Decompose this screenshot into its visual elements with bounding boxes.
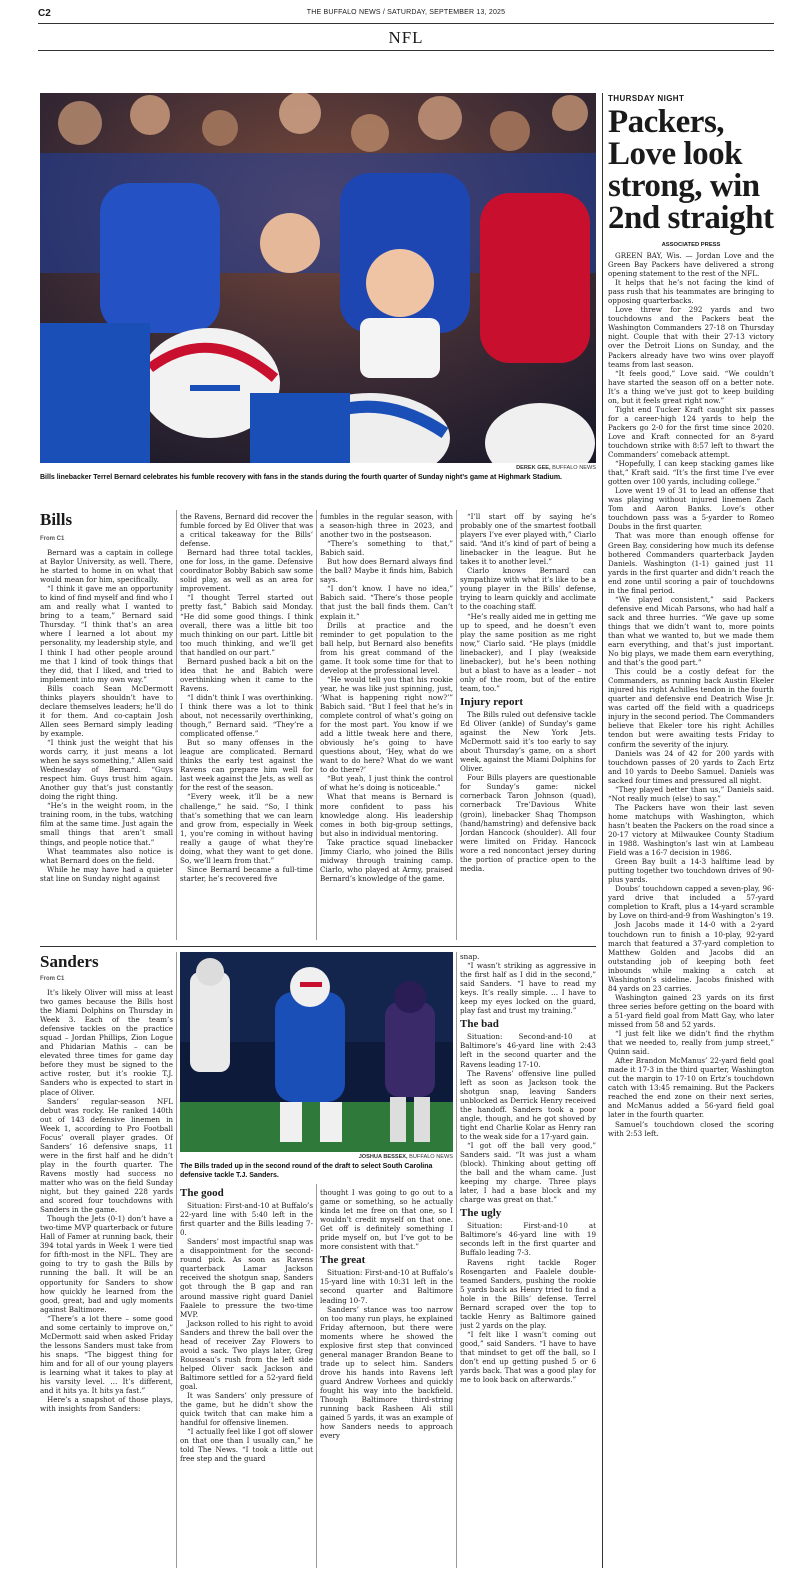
column-divider xyxy=(316,510,317,940)
sidebar-kicker: THURSDAY NIGHT xyxy=(608,94,685,103)
bills-celebration-photo xyxy=(40,93,596,463)
bills-column-2: the Ravens, Bernard did recover the fumble forced by Ed Oliver that was a critical takeaway for the Bills’ defense. Bernard had three total tackles, one for loss, in the game. Defensive coordinator Bobby Babich saw some solid play, as well as an area for improvement. “I thought Terrel started out pretty fast,” Babich said Monday. “He did some good things. I think overall, there was a little bit too much thinking on our part. Little bit too much thinking, and we’ll get that handled on our part.” Bernard pushed back a bit on the idea that he and Babich were overthinking when it came to the Ravens. “I didn’t think I was overthinking. I think there was a lot to think about, not necessarily overthinking, though,” Bernard said. “They’re a complicated offense.” But so many offenses in the league are complicated. Bernard thinks the early test against the Ravens can prepare him well for last week against the Jets, as well as for the rest of the season. “Every week, it’ll be a new challenge,” he said. “So, I think that’s something that we can learn and grow from, especially in Week 1, you’re coming in without having really a gauge of what they’re doing, what they want to get done. So, we’ll learn from that.” Since Bernard became a full-time starter, he’s recovered five xyxy=(180,512,313,883)
section-rule xyxy=(38,50,774,51)
photo-caption: Bills linebacker Terrel Bernard celebrates his fumble recovery with fans in the stands during the fourth quarter of Sunday night’s game at Highmark Stadium. xyxy=(40,474,563,481)
column-divider xyxy=(176,952,177,1568)
masthead xyxy=(38,4,774,24)
dateline: THE BUFFALO NEWS / SATURDAY, SEPTEMBER 13, 2025 xyxy=(306,9,506,16)
sanders-column-3: thought I was going to go out to a game or something, so he actually kinda let me free on that one, so I wouldn’t credit myself on that one. Get off is definitely something I pride myself on, but I’ve got to be more consistent with that.” The great Situation: First-and-10 at Buffalo’s 15-yard line with 10:31 left in the second quarter and Baltimore leading 10-7. Sanders’ stance was too narrow on too many run plays, he explained Friday afternoon, but there were moments where he showed the explosive first step that convinced general manager Brandon Beane to trade up to select him. Sanders drove his hands into Ravens left guard Andrew Vorhees and quickly fought his way into the backfield. Though Baltimore third-string running back Rasheen Ali still gained 5 yards, it was an example of how Sanders needs to approach every xyxy=(320,1188,453,1441)
the-ugly-subhead: The ugly xyxy=(460,1207,502,1220)
column-divider xyxy=(316,1184,317,1568)
bills-headline: Bills xyxy=(40,510,73,529)
column-divider xyxy=(176,510,177,940)
bills-column-1: Bernard was a captain in college at Baylor University, as well. There, he started to home in on what that would mean for him, specifically. “I think it gave me an opportunity to kind of find myself and find who I am and really what I wanted to bring to a team,” Bernard said Thursday. “I think that’s an area where I learned a lot about my personality, my leadership style, and I think I had other people around me that I kind of took things that they did, that I liked, and tried to implement into my own way.” Bills coach Sean McDermott thinks players shouldn’t have to declare themselves leaders; he’ll do it for them. And co-captain Josh Allen sees Bernard simply leading by example. “I think just the weight that his words carry, it just means a lot when he says something,” Allen said Wednesday of Bernard. “Guys respect him. Guys trust him again. Another guy that’s just constantly doing the right thing. “He’s in the weight room, in the training room, in the tubs, watching film at the same time. Just again the small things that aren’t small things, and people notice that.” What teammates also notice is what Bernard does on the field. While he may have had a quieter stat line on Sunday night against xyxy=(40,548,173,883)
the-bad-subhead: The bad xyxy=(460,1018,499,1031)
sanders-column-4: snap. “I wasn’t striking as aggressive in the first half as I did in the second,” said Sanders. “I have to read my keys. It’s really simple. … I have to keep my eyes locked on the guard, play fast and trust my training.” The bad Situation: Second-and-10 at Baltimore’s 46-yard line with 2:43 left in the second quarter and the Ravens leading 17-10. The Ravens’ offensive line pulled left as soon as Jackson took the shotgun snap, leaving Sanders unblocked as Derrick Henry received the handoff. Sanders took a poor angle, though, and he got shoved by tight end Charlie Kolar as Henry ran to the weak side for a 17-yard gain. “I got off the ball very good,” Sanders said. “It was just a wham (block). Thinking about getting off the ball and the wham came. Just keeping my charge. Three plays later, I had a base block and my charge was great on that.” The ugly Situation: First-and-10 at Baltimore’s 46-yard line with 19 seconds left in the first quarter and Buffalo leading 7-3. Ravens right tackle Roger Rosengarten and Faalele double-teamed Sanders, pushing the rookie 5 yards back as Henry tried to find a hole in the Bills’ defense. Terrel Bernard scraped over the top to tackle Henry as Baltimore gained just 2 yards on the play. “I felt like I wasn’t coming out good,” said Sanders. “I have to have that mindset to get off the ball, so I don’t end up getting pushed 5 or 6 yards back. That was a good play for me to look back on afterwards.” xyxy=(460,952,596,1385)
injury-report-subhead: Injury report xyxy=(460,695,524,708)
sanders-photo xyxy=(180,952,453,1152)
sanders-column-2: The good Situation: First-and-10 at Buffalo’s 22-yard line with 5:40 left in the first quarter and the Bills leading 7-0. Sanders’ most impactful snap was a disappointment for the second-round pick. As soon as Ravens quarterback Lamar Jackson received the shotgun snap, Sanders got through the B gap and ran around massive right guard Daniel Faalele to pressure the two-time MVP. Jackson rolled to his right to avoid Sanders and threw the ball over the head of receiver Zay Flowers to avoid a sack. Two plays later, Greg Rousseau’s rush from the left side helped Oliver sack Jackson and Baltimore settled for a 52-yard field goal. It was Sanders’ only pressure of the game, but he didn’t show the quick twitch that can make him a handful for offensive linemen. “I actually feel like I got off slower on that one than I usually can,” he told The News. “I took a little out free step and the guard xyxy=(180,1187,313,1464)
the-great-subhead: The great xyxy=(320,1254,366,1267)
sanders-photo-caption: The Bills traded up in the second round of the draft to select South Carolina defensive tackle T.J. Sanders. xyxy=(180,1163,433,1179)
sanders-jump-line: From C1 xyxy=(40,976,65,982)
bills-celebration-image xyxy=(40,93,596,463)
sanders-image xyxy=(180,952,453,1152)
photo-credit: DEREK GEE, BUFFALO NEWS xyxy=(516,465,596,471)
sidebar-divider xyxy=(602,93,603,1568)
bills-jump-line: From C1 xyxy=(40,536,65,542)
bills-column-3: fumbles in the regular season, with a season-high three in 2023, and another two in the postseason. “There’s something to that,” Babich said. But how does Bernard always find the ball? Maybe it finds him, Babich says. “I don’t know. I have no idea,” Babich said. “There’s those people that just the ball finds them. Can’t explain it.” Drills at practice and the reminder to get population to the ball help, but Bernard also benefits from his great command of the game. It took some time for that to develop at the professional level. “He would tell you that his rookie year, he was like just spinning, just, ‘What is happening right now?’” Babich said. “But I feel that he’s in complete control of what’s going on for the most part. You know if we add a little tweak here and there, obviously he’s going to have questions about, ‘Hey, what do we want to do here? What do we want to do there?’ “But yeah, I just think the control of what he’s doing is noticeable.” What that means is Bernard is more confident to pass his knowledge along. His leadership comes in both big-group settings, but also in individual mentoring. Take practice squad linebacker Jimmy Ciarlo, who joined the Bills midway through training camp. Ciarlo, who played at Army, praised Bernard’s knowledge of the game. xyxy=(320,512,453,883)
column-divider xyxy=(456,510,457,940)
sidebar-byline: ASSOCIATED PRESS xyxy=(661,242,721,248)
section-label: NFL xyxy=(388,28,424,47)
column-divider xyxy=(456,952,457,1568)
sidebar-headline: Packers, Love look strong, win 2nd straight xyxy=(608,104,774,236)
bills-column-4: “I’ll start off by saying he’s probably one of the smartest football players I’ve ever played with,” Ciarlo said. “And it’s kind of part of being a linebacker in the league. But he takes it to another level.” Ciarlo knows Bernard can sympathize with what it’s like to be a young player in the Bills’ defense, trying to learn quickly and acclimate to the coaching staff. “He’s really aided me in getting me up to speed, and he doesn’t even play the same position as me right now,” Ciarlo said. “He plays (middle linebacker), and I play (weakside linebacker), but he’s been nothing but a blast to have as a leader – not only of the room, but of the entire team, too.” Injury report The Bills ruled out defensive tackle Ed Oliver (ankle) of Sunday’s game against the New York Jets. McDermott said it’s too early to say about Thursday’s game, on a short week, against the Miami Dolphins for Oliver. Four Bills players are questionable for Sunday’s game: nickel cornerback Taron Johnson (quad), cornerback Tre’Davious White (groin), linebacker Shaq Thompson (hand/hamstring) and defensive back Jordan Hancock (shoulder). All four were limited on Friday. Hancock wore a red noncontact jersey during the portion of practice open to the media. xyxy=(460,512,596,873)
the-good-subhead: The good xyxy=(180,1187,224,1199)
sanders-photo-credit: JOSHUA BESSEX, BUFFALO NEWS xyxy=(358,1154,453,1160)
page-number: C2 xyxy=(38,8,51,19)
sanders-headline: Sanders xyxy=(40,952,99,971)
story-divider xyxy=(40,946,596,947)
sidebar-body: GREEN BAY, Wis. — Jordan Love and the Green Bay Packers have delivered a strong opening statement to the rest of the NFL. It helps that he’s not facing the kind of pass rush that his teammates are bringing to opposing quarterbacks. Love threw for 292 yards and two touchdowns and the Packers beat the Washington Commanders 27-18 on Thursday night. Couple that with their 27-13 victory over the Detroit Lions on Sunday, and the Packers already have two wins over playoff teams from last season. “It feels good,” Love said. “We couldn’t have started the season off on a better note. It’s a thing we’ve just got to keep building on, but it feels great right now.” Tight end Tucker Kraft caught six passes for a career-high 124 yards to help the Packers go 2-0 for the first time since 2020. Love and Kraft connected for an 8-yard touchdown strike with 8:57 left to thwart the Commanders’ comeback attempt. “Hopefully, I can keep stacking games like that,” Kraft said. “It’s the first time I’ve ever gotten over 100 yards, including college.” Love went 19 of 31 to lead an offense that was playing without injured linemen Zach Tom and Aaron Banks. Love’s other touchdown pass was a 5-yarder to Romeo Doubs in the first quarter. That was more than enough offense for Green Bay, considering how much its defense bothered Commanders quarterback Jayden Daniels. Washington (1-1) gained just 11 yards in the first quarter and didn’t reach the end zone until scoring a pair of touchdowns in the final period. “We played consistent,” said Packers defensive end Micah Parsons, who had half a sack and three hurries. “We gave up some things that we didn’t want to, more points than what we wanted to, but we made them earn everything, and that’s just important. No big plays, we made them earn everything, and that’s the good part.” This could be a costly defeat for the Commanders, as running back Austin Ekeler injured his right Achilles tendon in the fourth quarter and defensive end Deatrich Wise Jr. was carted off the field with a quadriceps injury in the second period. The Commanders believe that Ekeler tore his right Achilles tendon but were awaiting tests Friday to confirm the severity of the injury. Daniels was 24 of 42 for 200 yards with touchdown passes of 20 yards to Zach Ertz and 10 yards to Deebo Samuel. Daniels was sacked four times and pressured all night. “They played better than us,” Daniels said. “Not really much (else) to say.” The Packers have won their last seven home matchups with Washington, which hasn’t beaten the Packers on the road since a 20-17 victory at Milwaukee County Stadium in 1988. Washington’s last win at Lambeau Field was a 16-7 decision in 1986. Green Bay built a 14-3 halftime lead by putting together two touchdown drives of 90-plus yards. Doubs’ touchdown capped a seven-play, 96-yard drive that included a 57-yard completion to Kraft, plus a 14-yard scramble by Love on third-and-9 from Washington’s 19. Josh Jacobs made it 14-0 with a 2-yard touchdown run to finish a 10-play, 92-yard march that featured a 37-yard completion to Matthew Golden and Jacobs did an outstanding job of keeping both feet inbounds while making a catch at Washington’s sideline. Jacobs finished with 84 yards on 23 carries. Washington gained 23 yards on its first three series before getting on the board with a 51-yard field goal from Matt Gay, who later missed from 58 and 52 yards. “I just felt like we didn’t find the rhythm that we needed to, really from jump street,” Quinn said. After Brandon McManus’ 22-yard field goal made it 17-3 in the third quarter, Washington cut the margin to 17-10 on Ertz’s touchdown catch with 13:45 remaining. But the Packers reached the end zone on their next series, and McManus added a 56-yard field goal later in the fourth quarter. Samuel’s touchdown closed the scoring with 2:53 left. xyxy=(608,251,774,1138)
sanders-column-1: It’s likely Oliver will miss at least two games because the Bills host the Miami Dolphins on Thursday in Week 3. Each of the team’s defensive tackles on the practice squad – Jordan Phillips, Zion Logue and Phidarian Mathis – can be elevated three times for game day before they must be signed to the active roster, but it’s rookie T.J. Sanders who is expected to start in place of Oliver. Sanders’ regular-season NFL debut was rocky. He ranked 140th out of 143 defensive linemen in Week 1, according to Pro Football Focus’ overall player grades. Of Sanders’ 16 defensive snaps, 11 were in the first half and he didn’t play in the fourth quarter. The Ravens mostly had success no matter who was on the field Sunday night, but they gained 228 yards and scored four touchdowns with Sanders in the game. Though the Jets (0-1) don’t have a two-time MVP quarterback or future Hall of Famer at running back, their 394 total yards in Week 1 were tied for fifth-most in the NFL. They are going to try to gash the Bills by running the ball. It will be an opportunity for Sanders to show how quickly he learned from the good, great, bad and ugly moments against Baltimore. “There’s a lot there – some good and some certainly to improve on,” McDermott said when asked Friday the lessons Sanders must take from his snaps. “The biggest thing for him and for all of our young players is learning what it takes to play at his varsity level. … It’s different, and it hits ya. It hits ya fast.” Here’s a snapshot of those plays, with insights from Sanders: xyxy=(40,988,173,1414)
